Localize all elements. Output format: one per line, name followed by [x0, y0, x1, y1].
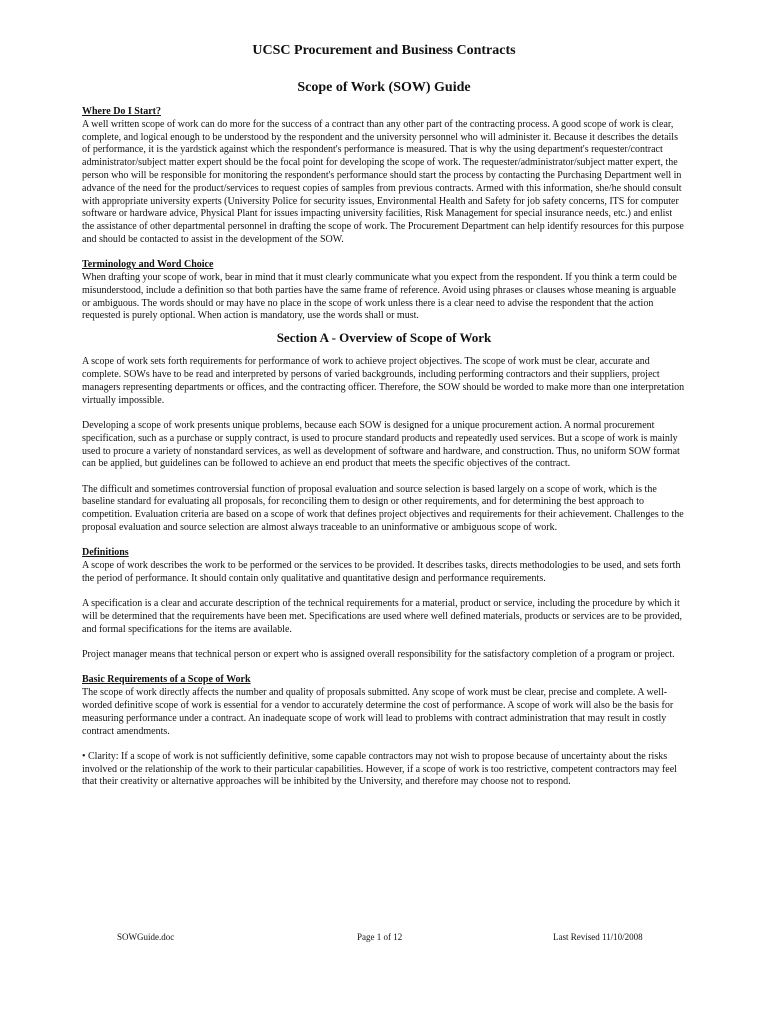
where-start-paragraph: A well written scope of work can do more for the success of a contract than any other part of the contracting process. A good scope of work is clear, complete, and logical enough to be understood by the respondent and the university personnel who will administer it. Because it describes the details of performance, it is the yardstick against which the respondent's performance is measured. That is why the using department's requester/contract administrator/subject matter expert should be the focal point for developing the scope of work. The requester/administrator/subject matter expert, the person who will be responsible for monitoring the respondent's performance should start the process by contacting the Purchasing Department well in advance of the need for the product/services to request copies of samples from previous contracts. Armed with this information, she/he should consult with appropriate university experts (University Police for security issues, Environmental Health and Safety for job safety concerns, ITS for computer software or hardware advice, Physical Plant for issues impacting university facilities, Risk Management for special insurance needs, etc.) and enlist the assistance of other departmental personnel in drafting the scope of work. The Procurement Department can help identify resources for this purpose and should be contacted to assist in the development of the SOW. — [82, 118, 684, 245]
section-a-heading: Section A - Overview of Scope of Work — [276, 330, 492, 346]
basic-requirements-heading: Basic Requirements of a Scope of Work — [82, 674, 251, 686]
terminology-heading: Terminology and Word Choice — [82, 259, 214, 271]
document-title: Scope of Work (SOW) Guide — [297, 80, 471, 95]
section-a-paragraph-2: Developing a scope of work presents unique problems, because each SOW is designed for a unique procurement action. A normal procurement specification, such as a purchase or supply contract, is used to procure standard products and repeatedly used services. But a scope of work is mainly used to procure a variety of nonstandard services, as well as development of software and hardware, and construction. Thus, no uniform SOW format can be applied, but guidelines can be followed to achieve an end product that meets the specific objectives of the contract. — [82, 419, 680, 470]
section-a-paragraph-3: The difficult and sometimes controversial function of proposal evaluation and source selection is based largely on a scope of work, which is the baseline standard for evaluating all proposals, for reconciling them to design or other requirements, and for determining the best approach to competition. Evaluation criteria are based on a scope of work that defines project objectives and requirements for their achievement. Challenges to the proposal evaluation and source selection are almost always traceable to an uninformative or ambiguous scope of work. — [82, 483, 684, 534]
definitions-paragraph-1: A scope of work describes the work to be performed or the services to be provided. It describes tasks, directs methodologies to be used, and sets forth the period of performance. It should contain only qualitative and quantitative design and performance requirements. — [82, 560, 681, 584]
organization-title: UCSC Procurement and Business Contracts — [252, 43, 516, 58]
definitions-heading: Definitions — [82, 547, 129, 559]
section-a-paragraph-1: A scope of work sets forth requirements for performance of work to achieve project objectives. The scope of work must be clear, accurate and complete. SOWs have to be read and interpreted by persons of varied backgrounds, including performing contractors and their suppliers, project managers representing departments or offices, and the contracting officer. Therefore, the SOW should be worded to make more than one interpretation virtually impossible. — [82, 356, 685, 406]
footer-filename: SOWGuide.doc — [117, 932, 175, 942]
basic-requirements-paragraph-1: The scope of work directly affects the number and quality of proposals submitted. Any scope of work must be clear, precise and complete. A well-worded definitive scope of work is essential for a vendor to accurately determine the cost of performance. A scope of work will also be the basis for measuring performance under a contract. An inadequate scope of work will lead to problems with contract administration that may result in costly contract amendments. — [82, 687, 674, 737]
footer-page-number: Page 1 of 12 — [357, 932, 403, 942]
page-content — [82, 40, 686, 789]
footer-last-revised: Last Revised 11/10/2008 — [553, 932, 643, 942]
definitions-paragraph-3: Project manager means that technical person or expert who is assigned overall responsibility for the satisfactory completion of a program or project. — [82, 649, 675, 661]
terminology-paragraph: When drafting your scope of work, bear in mind that it must clearly communicate what you expect from the respondent. If you think a term could be misunderstood, include a definition so that both parties have the same frame of reference. Avoid using phrases or clauses whose meaning is arguable or ambiguous. The words should or may have no place in the scope of work unless there is a clear need to advise the respondent that the action requested is purely optional. When action is mandatory, use the words shall or must. — [82, 272, 677, 322]
clarity-bullet-paragraph: • Clarity: If a scope of work is not sufficiently definitive, some capable contractors may not wish to propose because of uncertainty about the risks involved or the relationship of the work to their particular capabilities. However, if a scope of work is too restrictive, competent contractors may feel that their creativity or alternative approaches will be inhibited by the University, and therefore may choose not to respond. — [82, 750, 677, 788]
definitions-paragraph-2: A specification is a clear and accurate description of the technical requirements for a material, product or service, including the procedure by which it will be determined that the requirements have been met. Specifications are used where well defined materials, products or services are to be provided, and formal specifications for the items are available. — [82, 598, 683, 635]
where-start-heading: Where Do I Start? — [82, 106, 161, 117]
